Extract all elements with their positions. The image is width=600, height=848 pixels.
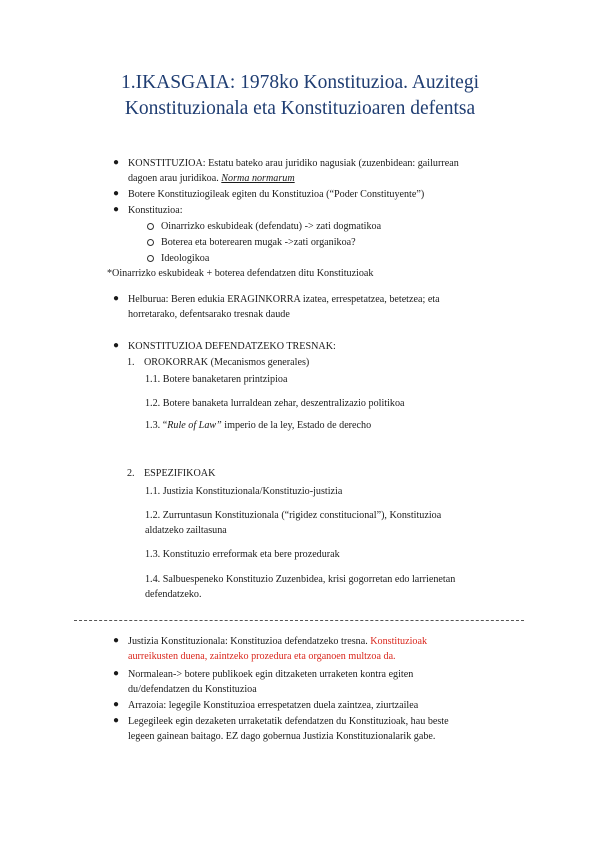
sub-item-organikoa: Boterea eta boterearen mugak ->zati organikoa? bbox=[161, 236, 356, 248]
legegileek-line2: legeen gainean baitago. EZ dago gobernua Justizia Konstituzionalarik gabe. bbox=[128, 730, 436, 742]
justizia-highlight: Konstituzioak bbox=[370, 635, 428, 647]
dashed-divider bbox=[74, 620, 524, 621]
item-1-1: 1.1. Botere banaketaren printzipioa bbox=[145, 373, 288, 385]
justizia-line1 bbox=[128, 634, 427, 648]
bullet-dot: ● bbox=[113, 157, 120, 168]
normalean-line2: du/defendatzen du Konstituzioa bbox=[128, 683, 257, 695]
title-line-1: 1.IKASGAIA: 1978ko Konstituzioa. Auzitegi bbox=[120, 72, 479, 93]
konstituzioa-def-text: dagoen arau juridikoa. bbox=[128, 172, 222, 184]
item-2-2-line2: aldatzeko zailtasuna bbox=[145, 524, 227, 536]
bullet-dot: ● bbox=[113, 204, 120, 215]
item-2-4-line1: 1.4. Salbuespeneko Konstituzio Zuzenbidea, krisi gogorretan edo larrienetan bbox=[145, 573, 456, 585]
bullet-circle bbox=[147, 223, 154, 230]
item-1-2: 1.2. Botere banaketa lurraldean zehar, deszentralizazio politikoa bbox=[145, 397, 405, 409]
bullet-dot: ● bbox=[113, 699, 120, 710]
item-2-1: 1.1. Justizia Konstituzionala/Konstituzio-justizia bbox=[145, 485, 343, 497]
justizia-text: Justizia Konstituzionala: Konstituzioa defendatzeko tresna. bbox=[128, 635, 371, 647]
bullet-dot: ● bbox=[113, 635, 120, 646]
konstituzioa-label: Konstituzioa: bbox=[128, 204, 183, 216]
note-oinarrizko: *Oinarrizko eskubideak + boterea defendatzen ditu Konstituzioak bbox=[107, 267, 374, 279]
bullet-dot: ● bbox=[113, 715, 120, 726]
number-2: 2. bbox=[127, 467, 135, 479]
justizia-line2: aurreikusten duena, zaintzeko prozedura eta organoen multzoa da. bbox=[128, 650, 396, 662]
sub-item-dogmatikoa: Oinarrizko eskubideak (defendatu) -> zati dogmatikoa bbox=[161, 220, 382, 232]
konstituzioa-def-line1: KONSTITUZIOA: Estatu bateko arau juridiko nagusiak (zuzenbidean: gailurrean bbox=[128, 157, 459, 169]
item-2-4-line2: defendatzeko. bbox=[145, 588, 202, 600]
bullet-circle bbox=[147, 239, 154, 246]
bullet-circle bbox=[147, 255, 154, 262]
sub-item-ideologikoa: Ideologikoa bbox=[161, 252, 210, 264]
konstituzioa-def-line2 bbox=[128, 171, 295, 185]
number-1: 1. bbox=[127, 356, 135, 368]
orokorrak-heading: OROKORRAK (Mecanismos generales) bbox=[144, 356, 310, 368]
norma-normarum: Norma normarum bbox=[221, 172, 295, 184]
item-2-2-line1: 1.2. Zurruntasun Konstituzionala (“rigidez constitucional”), Konstituzioa bbox=[145, 509, 442, 521]
tresnak-heading: KONSTITUZIOA DEFENDATZEKO TRESNAK: bbox=[128, 340, 336, 352]
normalean-line1: Normalean-> botere publikoek egin ditzaketen urraketen kontra egiten bbox=[128, 668, 414, 680]
item-2-3: 1.3. Konstituzio erreformak eta bere prozedurak bbox=[145, 548, 340, 560]
helburua-line2: horretarako, defentsarako tresnak daude bbox=[128, 308, 290, 320]
bullet-dot: ● bbox=[113, 340, 120, 351]
item-1-3 bbox=[145, 418, 371, 432]
page-title bbox=[60, 70, 540, 122]
title-line-2: Konstituzionala eta Konstituzioaren defentsa bbox=[124, 98, 476, 119]
arrazoia: Arrazoia: legegile Konstituzioa errespetatzen duela zaintzea, ziurtzailea bbox=[128, 699, 419, 711]
item-1-3-suffix: imperio de la ley, Estado de derecho bbox=[221, 419, 372, 431]
bullet-dot: ● bbox=[113, 668, 120, 679]
item-1-3-prefix: 1.3. “ bbox=[145, 419, 168, 431]
bullet-dot: ● bbox=[113, 188, 120, 199]
legegileek-line1: Legegileek egin dezaketen urraketatik defendatzen du Konstituzioak, hau beste bbox=[128, 715, 449, 727]
helburua-line1: Helburua: Beren edukia ERAGINKORRA izatea, errespetatzea, betetzea; eta bbox=[128, 293, 440, 305]
bullet-dot: ● bbox=[113, 293, 120, 304]
espezifikoak-heading: ESPEZIFIKOAK bbox=[144, 467, 216, 479]
rule-of-law: Rule of Law” bbox=[167, 419, 222, 431]
botere-konstituziogileak: Botere Konstituziogileak egiten du Konstituzioa (“Poder Constituyente”) bbox=[128, 188, 425, 200]
